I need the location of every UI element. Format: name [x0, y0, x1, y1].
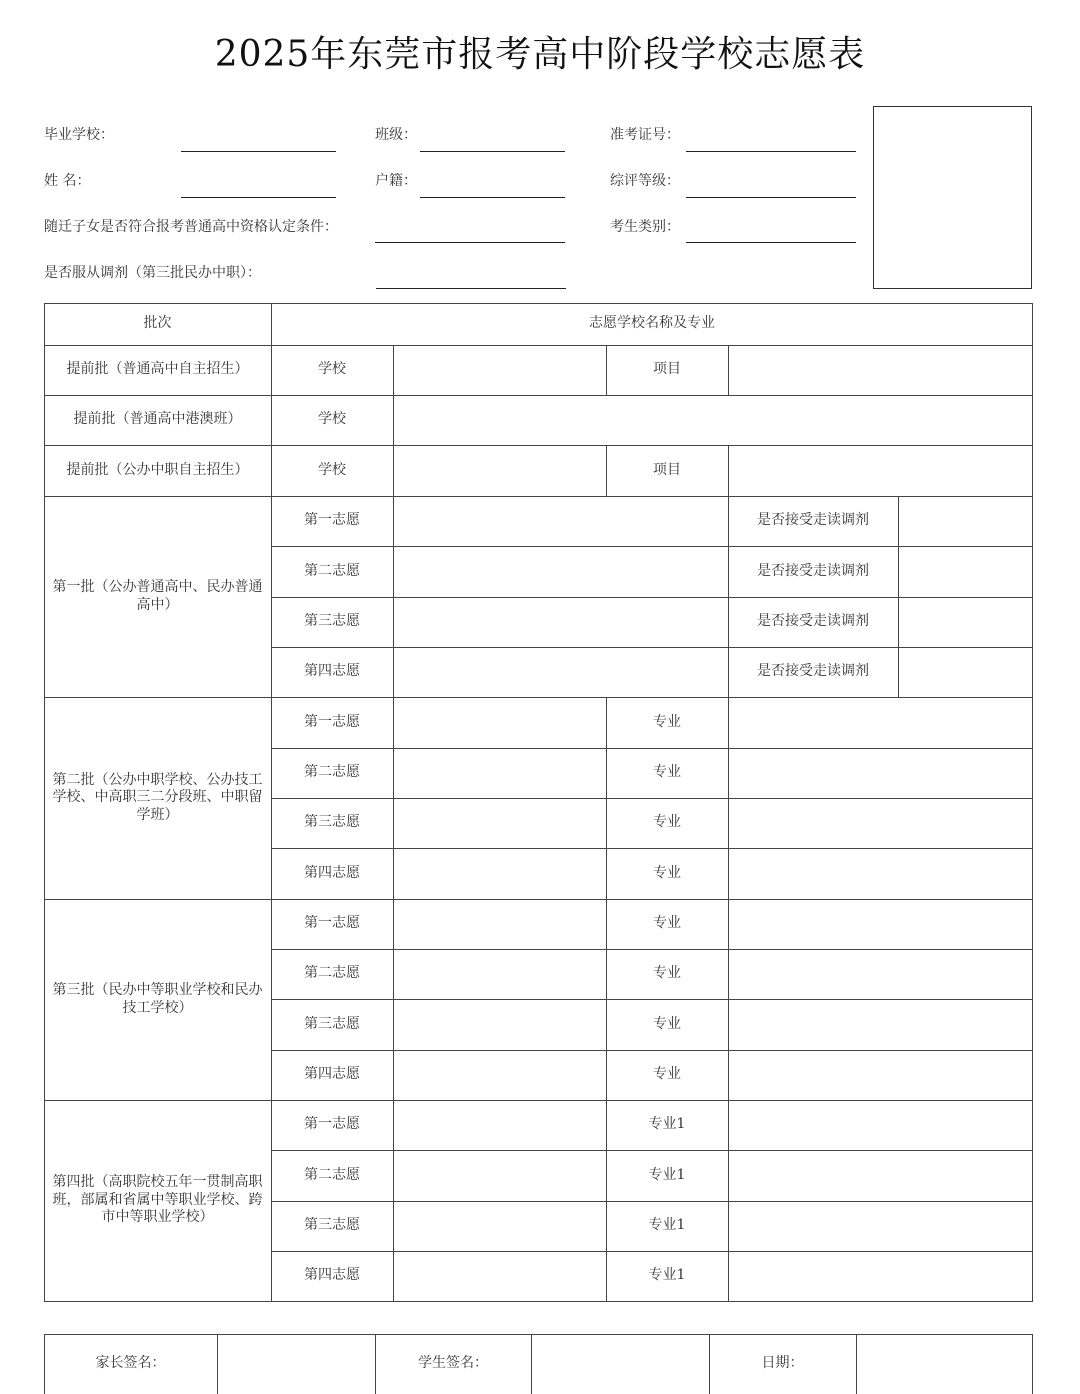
- b1-transfer-1: 是否接受走读调剂: [757, 512, 869, 529]
- b3-major-3: 专业: [653, 1015, 681, 1032]
- b4-wish-1: 第一志愿: [304, 1116, 360, 1133]
- b3-wish-2: 第二志愿: [304, 965, 360, 982]
- student-signature-label: 学生签名：: [418, 1355, 488, 1372]
- b1-wish-3: 第三志愿: [304, 613, 360, 630]
- early-1-project-label: 项目: [653, 361, 681, 378]
- b2-major-2: 专业: [653, 764, 681, 781]
- early-batch-1-label: 提前批（普通高中自主招生）: [66, 361, 249, 378]
- form-title: 2025年东莞市报考高中阶段学校志愿表: [214, 34, 866, 75]
- b3-wish-4: 第四志愿: [304, 1066, 360, 1083]
- early-2-school-label: 学校: [318, 411, 346, 428]
- early-batch-2-label: 提前批（普通高中港澳班）: [73, 411, 242, 428]
- migrant-child-field[interactable]: [375, 242, 565, 243]
- early-3-project-label: 项目: [653, 461, 681, 478]
- signature-row: [44, 1334, 1033, 1394]
- b1-wish-4: 第四志愿: [304, 663, 360, 680]
- b1-wish-1: 第一志愿: [304, 512, 360, 529]
- header-batch: 批次: [143, 315, 172, 332]
- b2-wish-4: 第四志愿: [304, 864, 360, 881]
- graduate-school-field[interactable]: [181, 151, 336, 152]
- evaluation-level-field[interactable]: [686, 197, 856, 198]
- b2-wish-1: 第一志愿: [304, 713, 360, 730]
- header-choices: 志愿学校名称及专业: [589, 315, 715, 332]
- b4-wish-3: 第三志愿: [304, 1217, 360, 1234]
- name-field[interactable]: [181, 197, 336, 198]
- b2-wish-3: 第三志愿: [304, 814, 360, 831]
- name-label: 姓 名：: [44, 173, 91, 189]
- early-3-school-input[interactable]: [393, 445, 606, 496]
- student-category-field[interactable]: [686, 242, 856, 243]
- batch-2-label: 第二批（公办中职学校、公办技工学校、中高职三二分段班、中职留学班）: [52, 771, 263, 823]
- date-label: 日期：: [761, 1355, 804, 1372]
- b1-transfer-2: 是否接受走读调剂: [757, 562, 869, 579]
- exam-number-field[interactable]: [686, 151, 856, 152]
- b3-major-4: 专业: [653, 1066, 681, 1083]
- choices-table: [44, 303, 1033, 1302]
- student-category-label: 考生类别：: [610, 219, 680, 235]
- photo-box: [873, 106, 1032, 289]
- early-1-project-input[interactable]: [728, 345, 1033, 395]
- evaluation-level-label: 综评等级：: [610, 173, 680, 189]
- parent-signature-label: 家长签名：: [95, 1355, 166, 1372]
- early-1-school-label: 学校: [318, 361, 346, 378]
- b1-transfer-4: 是否接受走读调剂: [757, 663, 869, 680]
- early-2-school-input[interactable]: [393, 395, 1033, 445]
- b3-wish-3: 第三志愿: [304, 1015, 360, 1032]
- exam-number-label: 准考证号：: [610, 127, 680, 143]
- b3-major-2: 专业: [653, 965, 681, 982]
- class-label: 班级：: [375, 127, 417, 143]
- b4-major-4: 专业1: [648, 1267, 686, 1284]
- obey-adjust-label: 是否服从调剂（第三批民办中职）：: [44, 265, 261, 281]
- b1-wish-2: 第二志愿: [304, 562, 360, 579]
- early-batch-3-label: 提前批（公办中职自主招生）: [66, 461, 249, 478]
- household-field[interactable]: [420, 197, 565, 198]
- date-field[interactable]: [856, 1334, 1033, 1394]
- b4-major-2: 专业1: [648, 1166, 686, 1183]
- b1-transfer-3: 是否接受走读调剂: [757, 613, 869, 630]
- batch-4-label: 第四批（高职院校五年一贯制高职班，部属和省属中等职业学校、跨市中等职业学校）: [52, 1174, 263, 1226]
- batch-1-label: 第一批（公办普通高中、民办普通高中）: [52, 579, 263, 613]
- b4-major-3: 专业1: [648, 1217, 686, 1234]
- b2-wish-2: 第二志愿: [304, 764, 360, 781]
- parent-signature-field[interactable]: [217, 1334, 375, 1394]
- early-3-project-input[interactable]: [728, 445, 1033, 496]
- obey-adjust-field[interactable]: [376, 288, 566, 289]
- b2-major-3: 专业: [653, 814, 681, 831]
- household-label: 户籍：: [375, 173, 417, 189]
- graduate-school-label: 毕业学校：: [44, 127, 114, 143]
- migrant-child-label: 随迁子女是否符合报考普通高中资格认定条件：: [44, 219, 338, 235]
- b2-major-4: 专业: [653, 864, 681, 881]
- b2-major-1: 专业: [653, 713, 681, 730]
- b4-wish-4: 第四志愿: [304, 1267, 360, 1284]
- b3-major-1: 专业: [653, 915, 681, 932]
- batch-3-label: 第三批（民办中等职业学校和民办技工学校）: [52, 982, 263, 1016]
- early-3-school-label: 学校: [318, 461, 346, 478]
- b4-major-1: 专业1: [648, 1116, 686, 1133]
- early-1-school-input[interactable]: [393, 345, 606, 395]
- class-field[interactable]: [420, 151, 565, 152]
- student-signature-field[interactable]: [531, 1334, 709, 1394]
- b4-wish-2: 第二志愿: [304, 1166, 360, 1183]
- b3-wish-1: 第一志愿: [304, 915, 360, 932]
